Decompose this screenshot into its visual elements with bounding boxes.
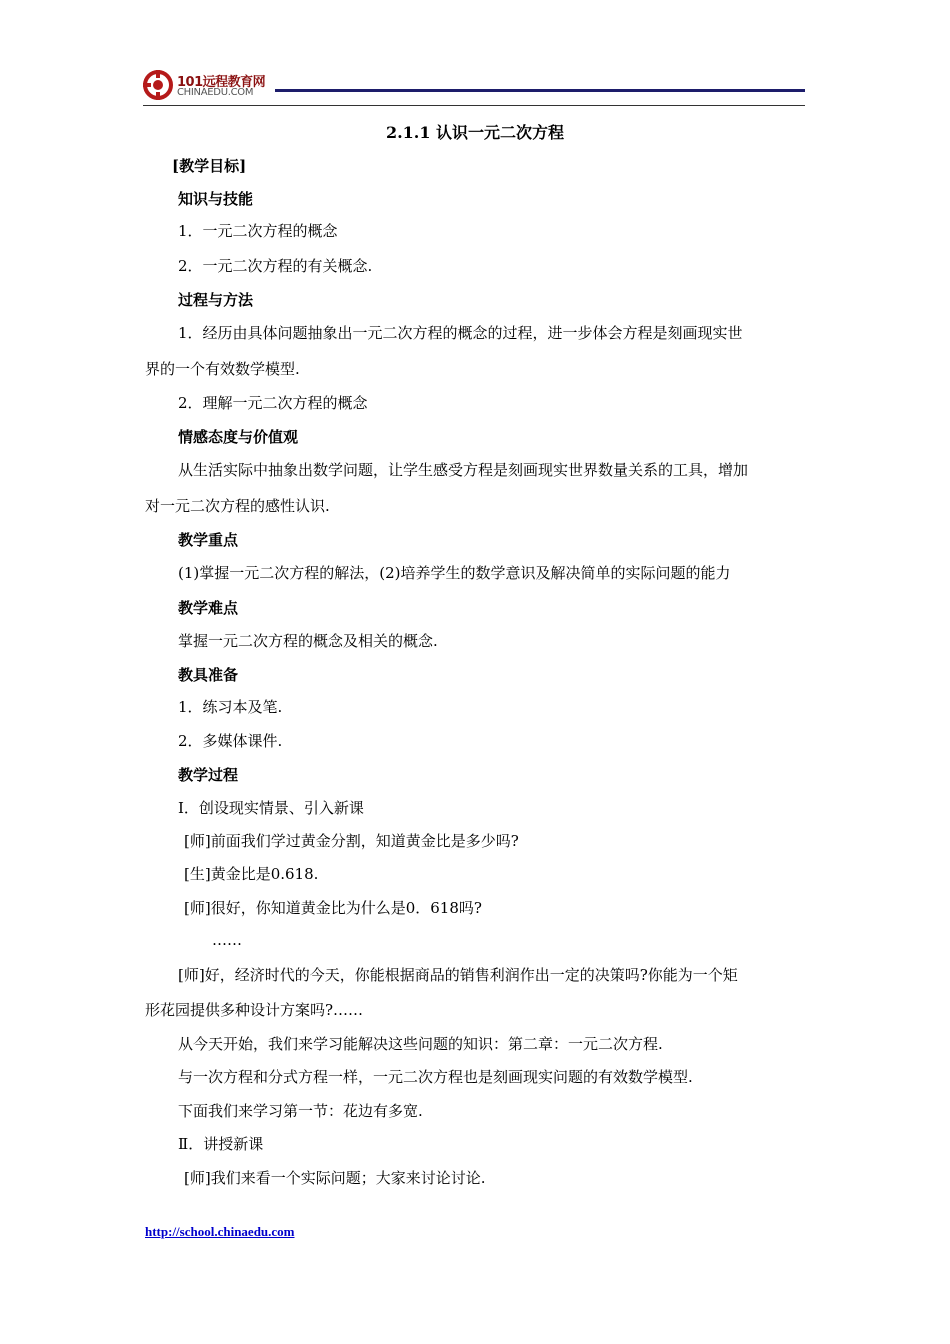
- subheading-process: 过程与方法: [178, 291, 254, 309]
- paragraph: Ⅰ．创设现实情景、引入新课: [178, 799, 364, 817]
- dialogue-line: [生]黄金比是0.618.: [184, 865, 319, 883]
- site-logo[interactable]: [143, 68, 283, 104]
- document-title: 2.1.1 认识一元二次方程: [385, 123, 565, 142]
- subheading-materials: 教具准备: [178, 666, 239, 684]
- section-heading-objectives: [教学目标]: [172, 157, 247, 175]
- paragraph: 形花园提供多种设计方案吗?……: [145, 1001, 364, 1019]
- paragraph: 与一次方程和分式方程一样，一元二次方程也是刻画现实问题的有效数学模型.: [178, 1068, 693, 1086]
- paragraph: 2．多媒体课件.: [178, 732, 283, 750]
- paragraph: Ⅱ．讲授新课: [178, 1135, 264, 1153]
- dialogue-line: [师]好，经济时代的今天，你能根据商品的销售利润作出一定的决策吗?你能为一个矩: [178, 966, 738, 984]
- dialogue-line: [师]前面我们学过黄金分割，知道黄金比是多少吗?: [184, 832, 519, 850]
- paragraph: 掌握一元二次方程的概念及相关的概念.: [178, 632, 438, 650]
- dialogue-line: [师]很好，你知道黄金比为什么是0．618吗?: [184, 899, 482, 917]
- page-header: [143, 68, 805, 108]
- subheading-key-points: 教学重点: [178, 531, 239, 549]
- subheading-knowledge: 知识与技能: [178, 190, 254, 208]
- logo-text-en: CHINAEDU.COM: [177, 87, 254, 98]
- subheading-teaching-process: 教学过程: [178, 766, 239, 784]
- header-rule-thin: [143, 105, 805, 106]
- paragraph: (1)掌握一元二次方程的解法，(2)培养学生的数学意识及解决简单的实际问题的能力: [178, 564, 731, 582]
- ellipsis-line: ……: [212, 931, 242, 949]
- paragraph: 1．练习本及笔.: [178, 698, 283, 716]
- dialogue-line: [师]我们来看一个实际问题；大家来讨论讨论.: [184, 1169, 486, 1187]
- paragraph: 2．理解一元二次方程的概念: [178, 394, 368, 412]
- subheading-difficulties: 教学难点: [178, 599, 239, 617]
- logo-emblem-icon: [143, 70, 173, 100]
- paragraph: 1．经历由具体问题抽象出一元二次方程的概念的过程，进一步体会方程是刻画现实世: [178, 324, 743, 342]
- paragraph: 下面我们来学习第一节：花边有多宽.: [178, 1102, 423, 1120]
- paragraph: 对一元二次方程的感性认识.: [145, 497, 330, 515]
- paragraph: 界的一个有效数学模型.: [145, 360, 300, 378]
- paragraph: 从今天开始，我们来学习能解决这些问题的知识：第二章：一元二次方程.: [178, 1035, 663, 1053]
- paragraph: 2．一元二次方程的有关概念.: [178, 257, 373, 275]
- subheading-attitude: 情感态度与价值观: [178, 428, 299, 446]
- logo-text-cn: 101远程教育网: [177, 75, 266, 90]
- paragraph: 1．一元二次方程的概念: [178, 222, 338, 240]
- paragraph: 从生活实际中抽象出数学问题，让学生感受方程是刻画现实世界数量关系的工具，增加: [178, 461, 749, 479]
- footer-site-link[interactable]: http://school.chinaedu.com: [145, 1224, 295, 1239]
- header-rule-thick: [275, 89, 805, 92]
